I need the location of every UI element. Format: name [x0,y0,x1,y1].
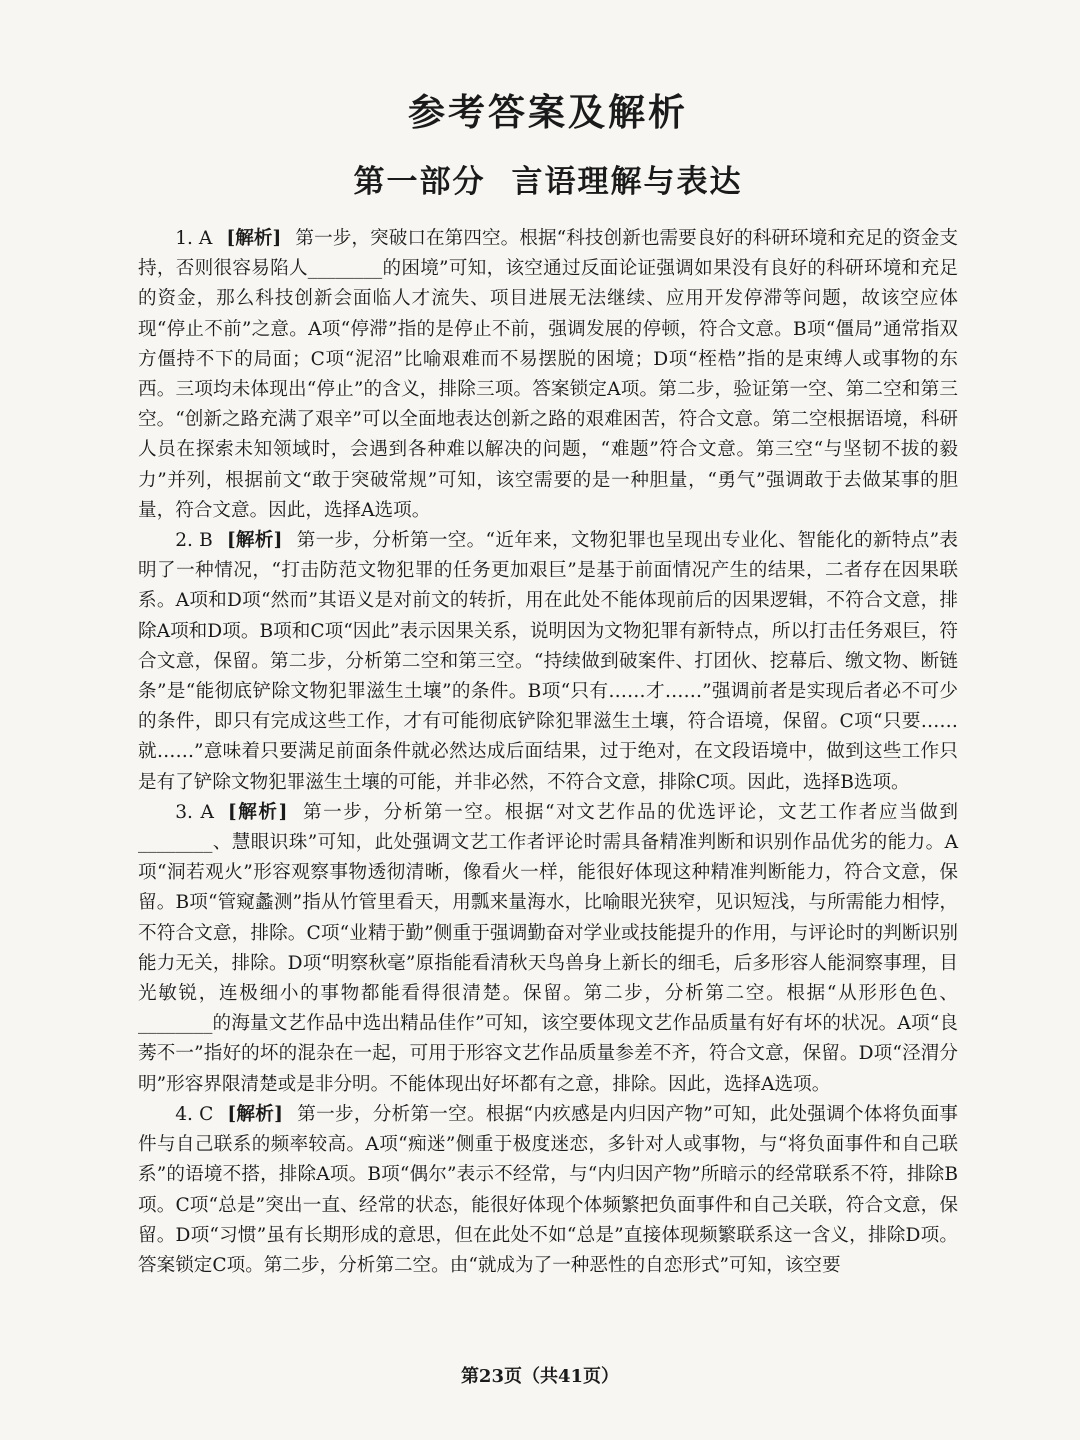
analysis-tag: [解析] [226,228,282,249]
answer-key: A [200,801,214,823]
answer-text: 第一步，突破口在第四空。根据“科技创新也需要良好的科研环境和充足的资金支持，否则很容易陷人________的困境”可知，该空通过反面论证强调如果没有良好的科研环境和充足的资金，那么科技创新会面临人才流失、项目进展无法继续、应用开发停滞等问题，故该空应体现“停止不前”之意。A项“停滞”指的是停止不前，强调发展的停顿，符合文意。B项“僵局”通常指双方僵持不下的局面；C项“泥沼”比喻艰难而不易摆脱的困境；D项“桎梏”指的是束缚人或事物的东西。三项均未体现出“停止”的含义，排除三项。答案锁定A项。第二步，验证第一空、第二空和第三空。“创新之路充满了艰辛”可以全面地表达创新之路的艰难困苦，符合文意。第二空根据语境，科研人员在探索未知领域时，会遇到各种难以解决的问题，“难题”符合文意。第三空“与坚韧不拔的毅力”并列，根据前文“敢于突破常规”可知，该空需要的是一种胆量，“勇气”强调敢于去做某事的胆量，符合文意。因此，选择A选项。 [138,228,958,521]
answer-text: 第一步，分析第一空。根据“内疚感是内归因产物”可知，此处强调个体将负面事件与自己联系的频率较高。A项“痴迷”侧重于极度迷恋，多针对人或事物，与“将负面事件和自己联系”的语境不搭，排除A项。B项“偶尔”表示不经常，与“内归因产物”所暗示的经常联系不符，排除B项。C项“总是”突出一直、经常的状态，能很好体现个体频繁把负面事件和自己关联，符合文意，保留。D项“习惯”虽有长期形成的意思，但在此处不如“总是”直接体现频繁联系这一含义，排除D项。答案锁定C项。第二步，分析第二空。由“就成为了一种恶性的自恋形式”可知，该空要 [138,1103,958,1276]
part-title [138,162,958,202]
answer-number: 3. [175,801,193,823]
answer-key: C [199,1103,214,1125]
analysis-tag: [解析] [227,801,288,823]
answer-text: 第一步，分析第一空。根据“对文艺作品的优选评论，文艺工作者应当做到________、慧眼识珠”可知，此处强调文艺工作者评论时需具备精准判断和识别作品优劣的能力。A项“洞若观火”形容观察事物透彻清晰，像看火一样，能很好体现这种精准判断能力，符合文意，保留。B项“管窥蠡测”指从竹管里看天，用瓢来量海水，比喻眼光狭窄，见识短浅，与所需能力相悖，不符合文意，排除。C项“业精于勤”侧重于强调勤奋对学业或技能提升的作用，与评论时的判断识别能力无关，排除。D项“明察秋毫”原指能看清秋天鸟兽身上新长的细毛，后多形容人能洞察事理，目光敏锐，连极细小的事物都能看得很清楚。保留。第二步，分析第二空。根据“从形形色色、________的海量文艺作品中选出精品佳作”可知，该空要体现文艺作品质量有好有坏的状况。A项“良莠不一”指好的坏的混杂在一起，可用于形容文艺作品质量参差不齐，符合文意，保留。D项“泾渭分明”形容界限清楚或是非分明。不能体现出好坏都有之意，排除。因此，选择A选项。 [138,801,958,1095]
answer-item-4 [138,1100,958,1281]
part-name: 言语理解与表达 [511,164,743,200]
page-footer: 第23页（共41页） [460,1366,620,1387]
analysis-tag: [解析] [227,1103,283,1125]
answer-text: 第一步，分析第一空。“近年来，文物犯罪也呈现出专业化、智能化的新特点”表明了一种情况，“打击防范文物犯罪的任务更加艰巨”是基于前面情况产生的结果，二者存在因果联系。A项和D项“然而”其语义是对前文的转折，用在此处不能体现前后的因果逻辑，不符合文意，排除A项和D项。B项和C项“因此”表示因果关系，说明因为文物犯罪有新特点，所以打击任务艰巨，符合文意，保留。第二步，分析第二空和第三空。“持续做到破案件、打团伙、挖幕后、缴文物、断链条”是“能彻底铲除文物犯罪滋生土壤”的条件。B项“只有……才……”强调前者是实现后者必不可少的条件，即只有完成这些工作，才有可能彻底铲除犯罪滋生土壤，符合语境，保留。C项“只要……就……”意味着只要满足前面条件就必然达成后面结果，过于绝对，在文段语境中，做到这些工作只是有了铲除文物犯罪滋生土壤的可能，并非必然，不符合文意，排除C项。因此，选择B选项。 [138,530,958,793]
answer-key: A [198,228,213,249]
answer-number: 2. [175,530,193,552]
document-title: 参考答案及解析 [408,90,688,134]
answer-number: 1. [175,228,193,249]
answer-item-1 [138,224,958,526]
part-label: 第一部分 [353,164,486,200]
answer-item-3 [138,798,958,1100]
answer-number: 4. [175,1103,193,1125]
answer-key: B [199,530,213,552]
analysis-tag: [解析] [226,530,283,552]
answer-item-2 [138,526,958,798]
